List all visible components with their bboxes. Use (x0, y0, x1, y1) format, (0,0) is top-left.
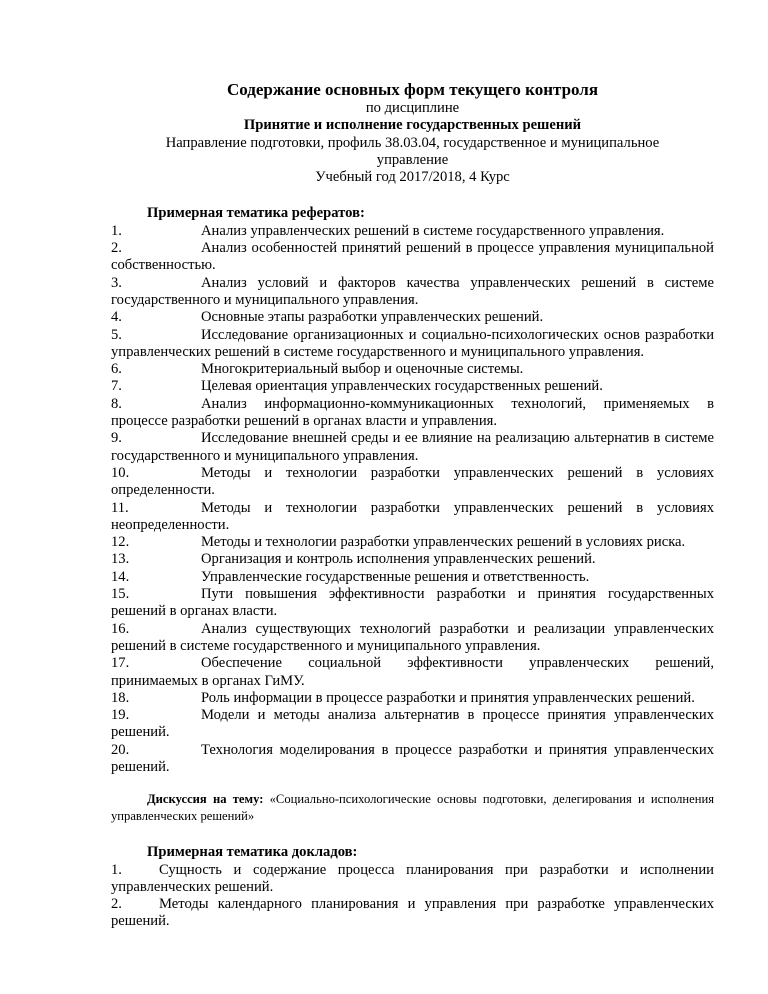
list-item-number: 13. (111, 551, 130, 568)
list-item (111, 361, 714, 378)
reports-heading: Примерная тематика докладов: (147, 844, 358, 861)
list-item (111, 275, 714, 310)
list-item-text: Технология моделирования в процессе разработки и принятия управленческих решений. (111, 741, 714, 775)
list-item-text: Исследование организационных и социально-психологических основ разработки управленческих решений в системе государственного и муниципального управления. (111, 326, 714, 360)
list-item (111, 655, 714, 690)
list-item (111, 465, 714, 500)
by-discipline-label: по дисциплине (365, 100, 460, 116)
list-item (111, 500, 714, 535)
list-item (111, 396, 714, 431)
list-item-number: 5. (111, 326, 122, 343)
list-item-text: Основные этапы разработки управленческих решений. (201, 309, 544, 326)
document-page (111, 80, 714, 931)
list-item-text: Организация и контроль исполнения управленческих решений. (201, 551, 596, 568)
list-item-text: Анализ особенностей принятий решений в процессе управления муниципальной собственностью. (111, 240, 714, 274)
list-item-text: Анализ управленческих решений в системе государственного управления. (201, 222, 665, 239)
list-item-number: 18. (111, 689, 130, 706)
list-item-number: 7. (111, 378, 122, 395)
list-item-number: 2. (111, 240, 122, 257)
list-item-number: 6. (111, 361, 122, 378)
list-item-number: 16. (111, 620, 130, 637)
list-item (111, 223, 714, 240)
essays-heading: Примерная тематика рефератов: (147, 205, 365, 222)
essay-topic-list (111, 223, 714, 777)
list-item-text: Сущность и содержание процесса планирования при разработки и исполнении управленческих решений. (111, 861, 714, 895)
list-item (111, 430, 714, 465)
report-topic-list (111, 862, 714, 931)
list-item (111, 378, 714, 395)
list-item-text: Методы и технологии разработки управленческих решений в условиях определенности. (111, 464, 714, 499)
document-title: Содержание основных форм текущего контроля (226, 80, 599, 99)
list-item-number: 1. (111, 222, 122, 239)
list-item-number: 14. (111, 568, 130, 585)
list-item (111, 309, 714, 326)
list-item (111, 240, 714, 275)
list-item-number: 17. (111, 655, 130, 672)
list-item-text: Анализ условий и факторов качества управленческих решений в системе государственного и муниципального управления. (111, 274, 714, 308)
discussion-block (111, 791, 714, 825)
list-item-number: 15. (111, 586, 130, 603)
list-item-number: 9. (111, 430, 122, 447)
discussion-label: Дискуссия на тему: (147, 792, 264, 807)
discipline-name: Принятие и исполнение государственных решений (243, 117, 582, 134)
discussion-topic: «Социально-психологические основы подготовки, делегирования и исполнения управленческих решений» (111, 792, 715, 824)
direction-line-1: Направление подготовки, профиль 38.03.04, государственное и муниципальное (165, 134, 660, 151)
list-item-text: Методы и технологии разработки управленческих решений в условиях неопределенности. (111, 499, 714, 533)
list-item-text: Многокритериальный выбор и оценочные системы. (201, 361, 524, 378)
list-item (111, 569, 714, 586)
list-item (111, 862, 714, 897)
list-item-text: Исследование внешней среды и ее влияние на реализацию альтернатив в системе государственного и муниципального управления. (111, 430, 714, 464)
list-item-number: 10. (111, 464, 130, 481)
list-item-text: Управленческие государственные решения и ответственность. (201, 568, 590, 585)
list-item-text: Анализ информационно-коммуникационных технологий, применяемых в процессе разработки решений в органах власти и управления. (111, 395, 714, 430)
list-item-number: 11. (111, 499, 129, 516)
list-item-number: 2. (111, 896, 122, 913)
list-item (111, 690, 714, 707)
list-item-number: 12. (111, 534, 130, 551)
list-item-number: 1. (111, 861, 122, 878)
list-item-number: 19. (111, 707, 130, 724)
direction-line-2: управление (376, 151, 449, 168)
list-item-text: Модели и методы анализа альтернатив в процессе принятия управленческих решений. (111, 707, 714, 741)
list-item-text: Роль информации в процессе разработки и принятия управленческих решений. (201, 689, 695, 706)
list-item-number: 4. (111, 309, 122, 326)
list-item (111, 586, 714, 621)
list-item (111, 707, 714, 742)
list-item (111, 551, 714, 568)
academic-year: Учебный год 2017/2018, 4 Курс (315, 169, 510, 186)
list-item-number: 20. (111, 741, 130, 758)
list-item-text: Методы календарного планирования и управления при разработке управленческих решений. (111, 896, 714, 930)
list-item-text: Методы и технологии разработки управленческих решений в условиях риска. (201, 534, 686, 551)
list-item-text: Целевая ориентация управленческих государственных решений. (201, 378, 603, 395)
list-item (111, 327, 714, 362)
list-item-number: 3. (111, 274, 122, 291)
list-item-text: Обеспечение социальной эффективности управленческих решений, принимаемых в органах ГиМУ. (111, 655, 714, 689)
list-item (111, 742, 714, 777)
list-item-text: Пути повышения эффективности разработки и принятия государственных решений в органах власти. (111, 586, 714, 620)
list-item (111, 896, 714, 931)
list-item-text: Анализ существующих технологий разработки и реализации управленческих решений в системе государственного и муниципального управления. (111, 620, 714, 654)
list-item (111, 534, 714, 551)
list-item (111, 621, 714, 656)
list-item-number: 8. (111, 395, 122, 412)
